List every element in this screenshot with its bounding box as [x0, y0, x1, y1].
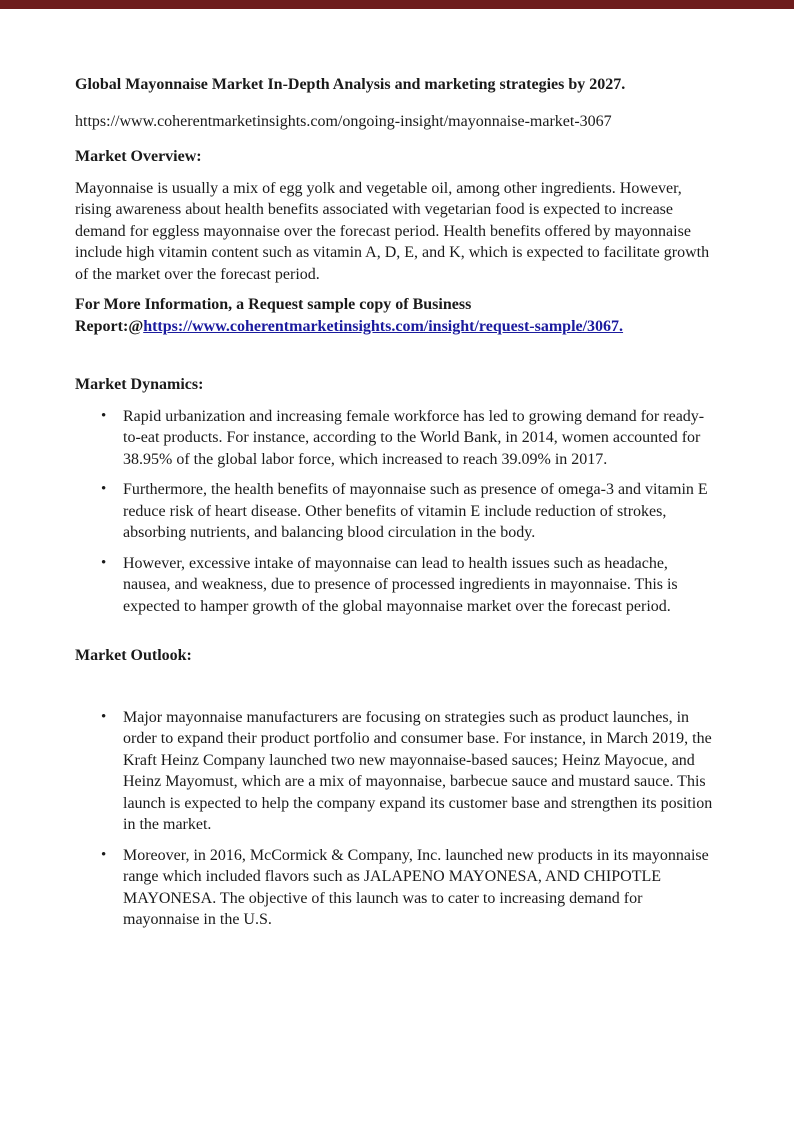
- list-item: • Moreover, in 2016, McCormick & Company, Inc. launched new products in its mayonnaise range which included flavors such as JALAPENO MAYONESA, AND CHIPOTLE MAYONESA. The objective of this launch was to cater to increasing demand for mayonnaise in the U.S.: [75, 845, 719, 931]
- document-title: Global Mayonnaise Market In-Depth Analysis and marketing strategies by 2027.: [75, 76, 626, 93]
- top-accent-bar: [0, 0, 794, 9]
- market-outlook-list: [75, 707, 719, 931]
- request-label-line1: For More Information, a Request sample copy of Business: [75, 296, 472, 313]
- request-label-line2: Report:@: [75, 317, 144, 335]
- market-overview-paragraph: Mayonnaise is usually a mix of egg yolk and vegetable oil, among other ingredients. However, rising awareness about health benefits associated with vegetarian food is expected to increase demand for eggless mayonnaise over the forecast period. Health benefits offered by mayonnaise include high vitamin content such as vitamin A, D, E, and K, which is expected to facilitate growth of the market over the forecast period.: [75, 179, 710, 283]
- heading-market-outlook: Market Outlook:: [75, 647, 192, 664]
- source-url-text: https://www.coherentmarketinsights.com/ongoing-insight/mayonnaise-market-3067: [75, 112, 612, 130]
- list-item: • Major mayonnaise manufacturers are focusing on strategies such as product launches, in order to expand their product portfolio and consumer base. For instance, in March 2019, the Kraft Heinz Company launched two new mayonnaise-based sauces; Heinz Mayocue, and Heinz Mayomust, which are a mix of mayonnaise, barbecue sauce and mustard sauce. This launch is expected to help the company expand its customer base and strengthen its position in the market.: [75, 707, 719, 836]
- list-item: • Furthermore, the health benefits of mayonnaise such as presence of omega-3 and vitamin E reduce risk of heart disease. Other benefits of vitamin E include reduction of strokes, absorbing nutrients, and balancing blood circulation in the body.: [75, 479, 719, 544]
- list-item: • However, excessive intake of mayonnaise can lead to health issues such as headache, nausea, and weakness, due to presence of processed ingredients in mayonnaise. This is expected to hamper growth of the global mayonnaise market over the forecast period.: [75, 553, 719, 618]
- list-item: • Rapid urbanization and increasing female workforce has led to growing demand for ready-to-eat products. For instance, according to the World Bank, in 2014, women accounted for 38.95% of the global labor force, which increased to reach 39.09% in 2017.: [75, 406, 719, 471]
- request-sample-link[interactable]: https://www.coherentmarketinsights.com/insight/request-sample/3067.: [143, 317, 624, 335]
- request-sample-text: [75, 294, 719, 337]
- market-dynamics-list: [75, 406, 719, 618]
- heading-market-dynamics: Market Dynamics:: [75, 376, 204, 393]
- heading-market-overview: Market Overview:: [75, 148, 202, 165]
